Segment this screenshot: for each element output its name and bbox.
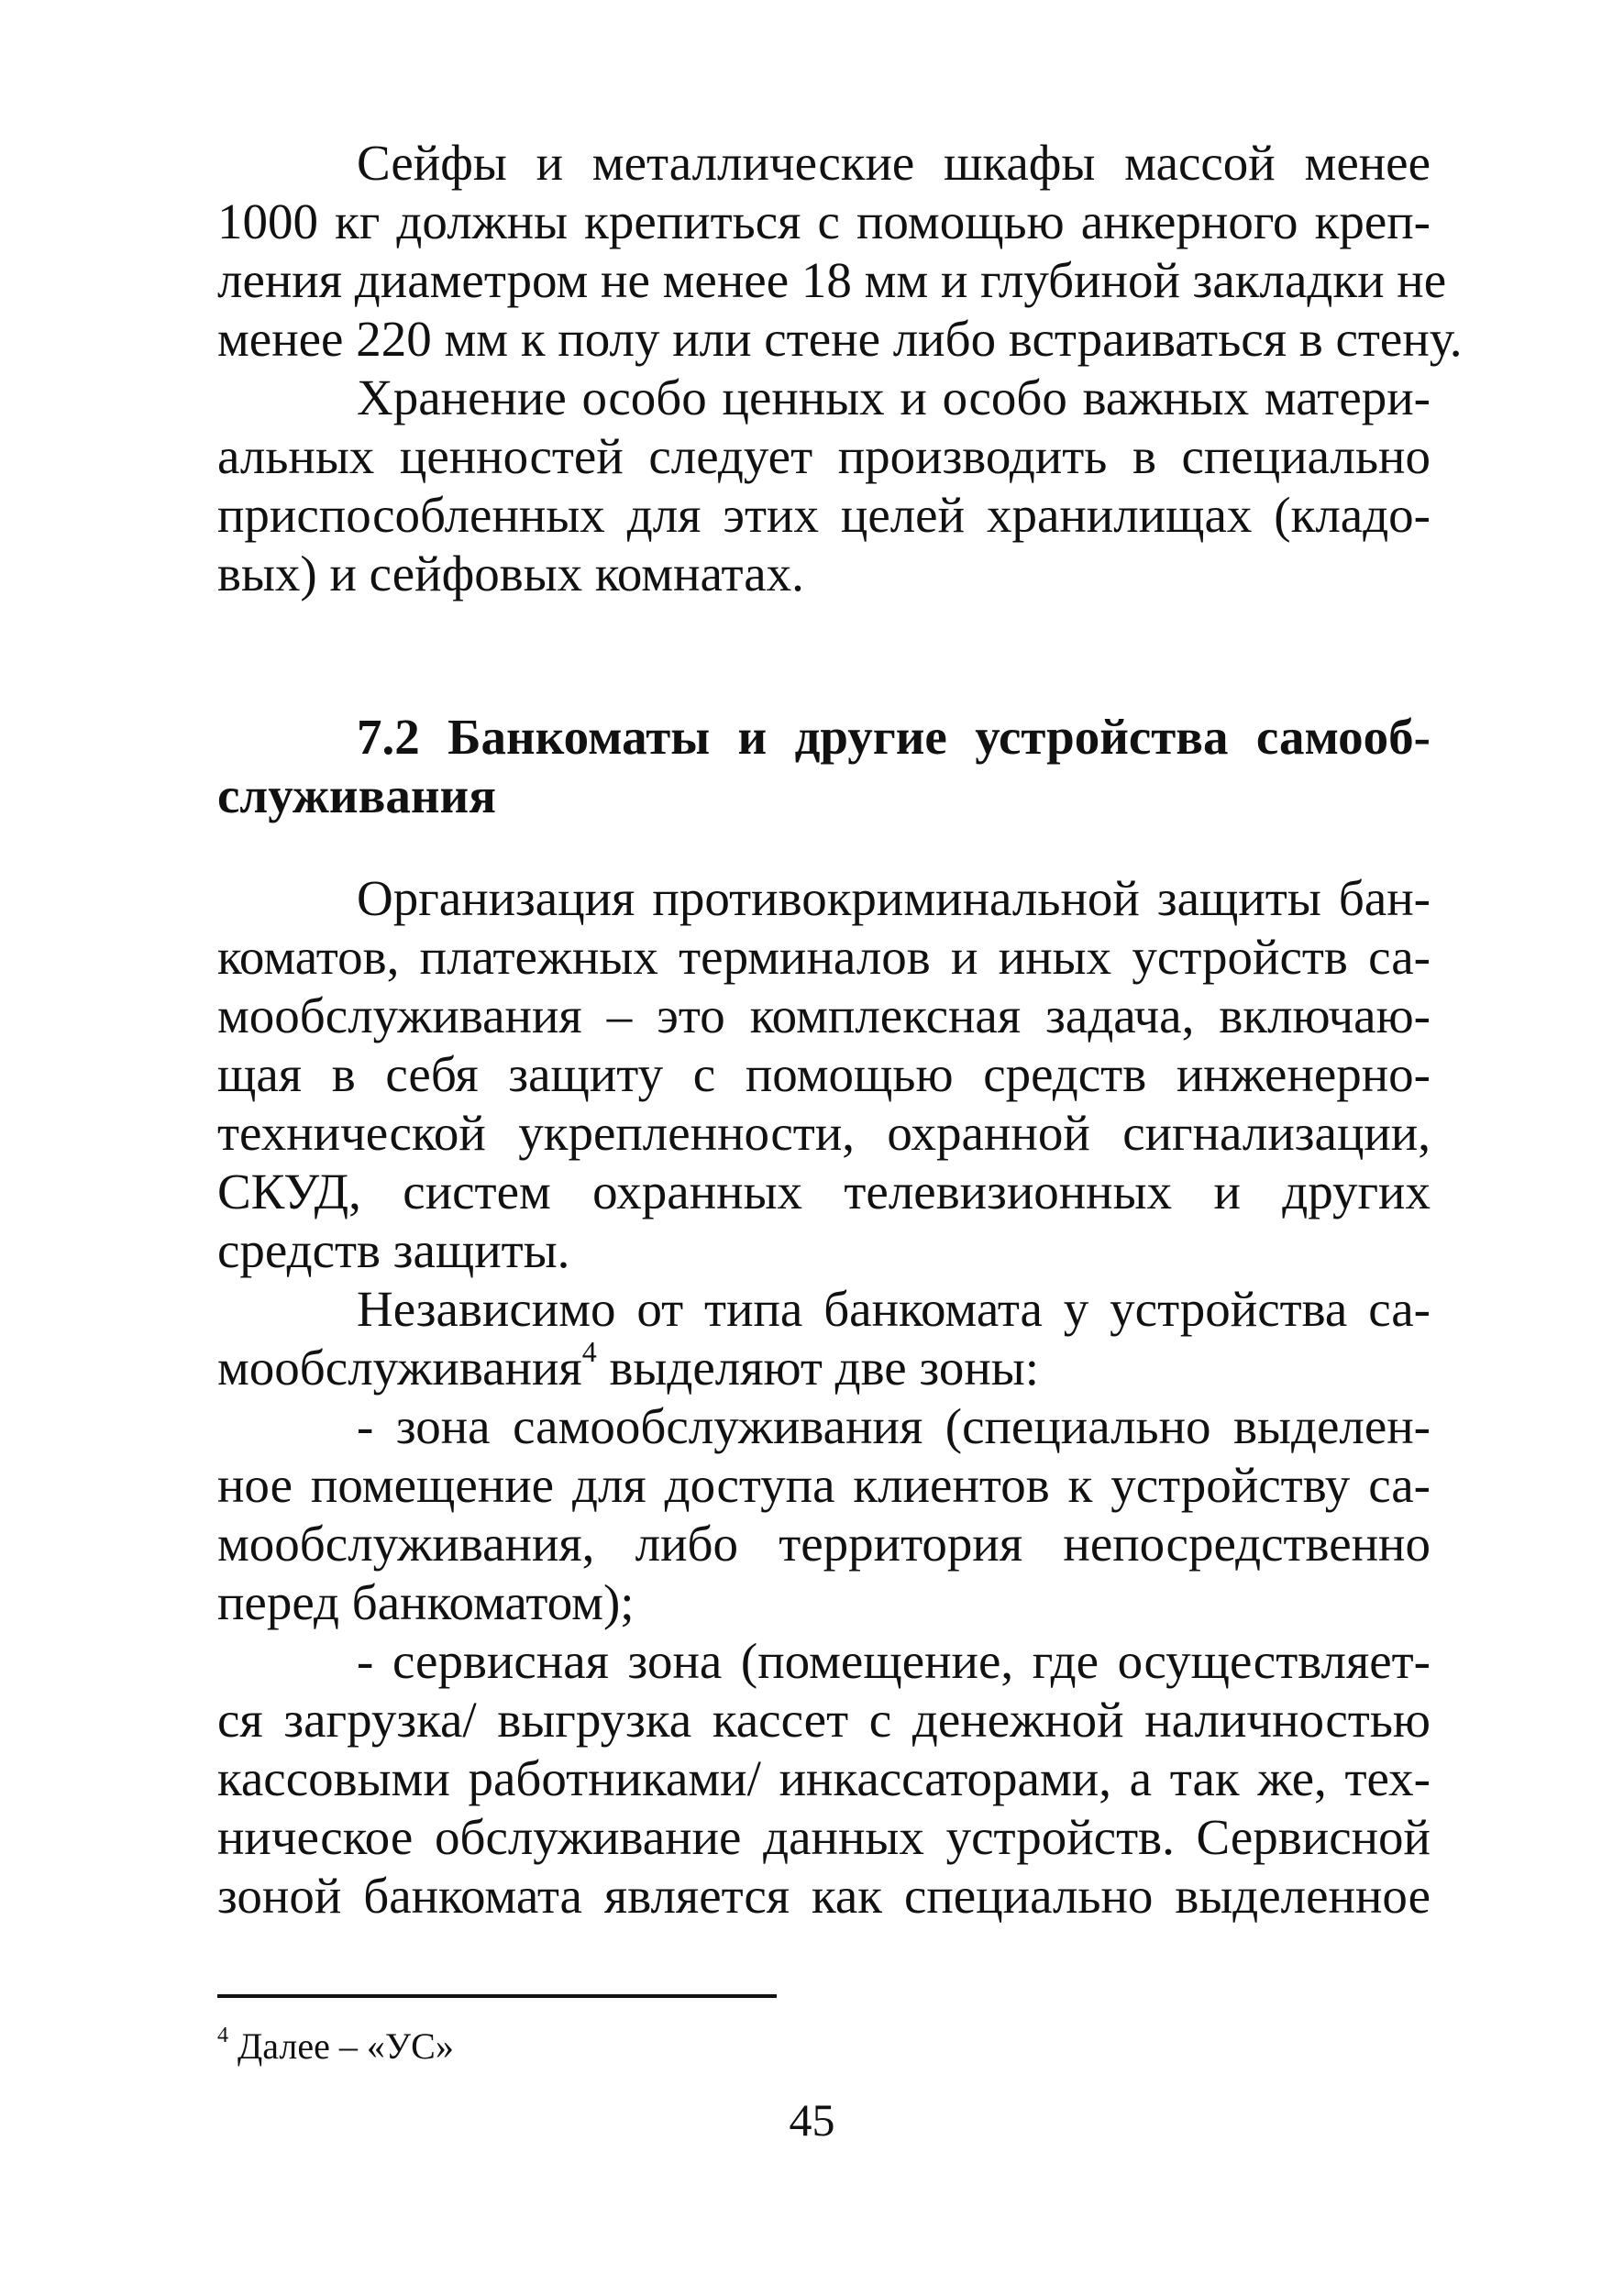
section-heading xyxy=(217,708,1431,825)
list-item-service-zone xyxy=(217,1632,1431,1925)
text-line: ления диаметром не менее 18 мм и глубиной закладки не xyxy=(217,252,1447,308)
text-line: вых) и сейфовых комнатах. xyxy=(217,546,804,601)
text-line: щая в себя защиту с помощью средств инженерно- xyxy=(217,1046,1431,1102)
heading-line: служивания xyxy=(217,767,496,823)
footnote-reference: 4 xyxy=(581,1334,597,1368)
text-line: перед банкоматом); xyxy=(217,1574,635,1630)
text-line: мообслуживания – это комплексная задача, включаю- xyxy=(217,988,1431,1043)
text-line xyxy=(217,1334,1431,1397)
text-line: Организация противокриминальной защиты бан- xyxy=(357,870,1431,926)
text-line: Независимо от типа банкомата у устройства са- xyxy=(357,1281,1431,1337)
text-line: 1000 кг должны крепиться с помощью анкерного креп- xyxy=(217,193,1431,249)
page-number: 45 xyxy=(789,2094,835,2146)
footnote-text: Далее – «УС» xyxy=(228,2025,454,2067)
text-line: альных ценностей следует производить в специально xyxy=(217,428,1431,484)
paragraph-storage xyxy=(217,369,1431,603)
text-line: коматов, платежных терминалов и иных устройств са- xyxy=(217,929,1431,985)
text-line: Сейфы и металлические шкафы массой менее xyxy=(357,135,1431,191)
text-line: средств защиты. xyxy=(217,1222,570,1278)
text-line: - зона самообслуживания (специально выделен- xyxy=(357,1398,1431,1454)
heading-line: 7.2 Банкоматы и другие устройства самооб- xyxy=(357,709,1431,765)
paragraph-safes xyxy=(217,134,1463,369)
footnote-number: 4 xyxy=(217,2023,228,2047)
text-line: менее 220 мм к полу или стене либо встраиваться в стену. xyxy=(217,311,1463,367)
paragraph-zones-intro xyxy=(217,1280,1431,1397)
text-line: СКУД, систем охранных телевизионных и других xyxy=(217,1164,1431,1219)
text-line: ное помещение для доступа клиентов к устройству са- xyxy=(217,1457,1431,1513)
text-line: технической укрепленности, охранной сигнализации, xyxy=(217,1105,1431,1161)
text-line: ся загрузка/ выгрузка кассет с денежной наличностью xyxy=(217,1692,1431,1748)
text-fragment: мообслуживания xyxy=(217,1340,582,1396)
footnote xyxy=(217,2025,454,2069)
text-fragment: выделяют две зоны: xyxy=(596,1340,1040,1396)
text-line: Хранение особо ценных и особо важных матери- xyxy=(357,370,1431,425)
text-line: ническое обслуживание данных устройств. Сервисной xyxy=(217,1809,1431,1865)
footnote-separator xyxy=(217,1994,777,1998)
text-line: приспособленных для этих целей хранилищах (кладо- xyxy=(217,487,1431,543)
text-line: кассовыми работниками/ инкассаторами, а так же, тех- xyxy=(217,1750,1431,1806)
text-line: зоной банкомата является как специально выделенное xyxy=(217,1868,1431,1924)
text-line: - сервисная зона (помещение, где осуществляет- xyxy=(357,1633,1431,1689)
paragraph-organization xyxy=(217,869,1431,1280)
list-item-self-service-zone xyxy=(217,1397,1431,1632)
text-line: мообслуживания, либо территория непосредственно xyxy=(217,1516,1431,1572)
